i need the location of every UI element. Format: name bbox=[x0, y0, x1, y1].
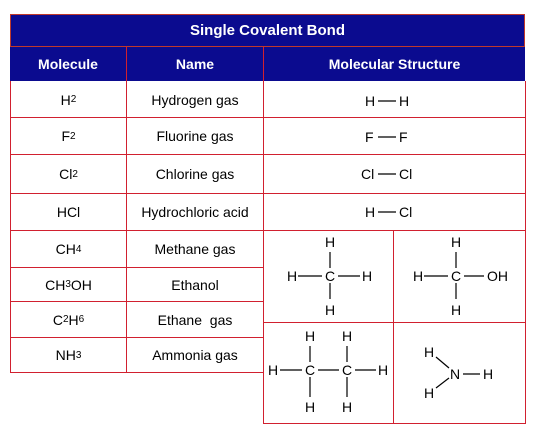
ethane-h-right: H bbox=[378, 362, 389, 378]
ammonia-h-lower: H bbox=[424, 385, 435, 401]
name-ammonia-text: Ammonia gas bbox=[152, 347, 238, 363]
ethane-h-bottom2: H bbox=[342, 399, 353, 415]
ethane-h-left: H bbox=[268, 362, 279, 378]
name-hydrogen-text: Hydrogen gas bbox=[151, 91, 239, 108]
formula-ch4-main: CH bbox=[55, 241, 76, 257]
ammonia-n: N bbox=[450, 366, 461, 382]
header-name-text: Name bbox=[175, 56, 215, 72]
name-ethanol-text: Ethanol bbox=[171, 276, 219, 293]
atom-cl-left: Cl bbox=[361, 166, 375, 182]
formula-ch3oh-main: CH bbox=[45, 276, 66, 293]
atom-h-right: H bbox=[399, 93, 410, 109]
ethane-c2: C bbox=[342, 362, 353, 378]
ethanol-h-left: H bbox=[413, 268, 424, 284]
name-chlorine-text: Chlorine gas bbox=[155, 166, 235, 182]
formula-ch4-sub: 4 bbox=[75, 243, 82, 255]
methane-h-right: H bbox=[362, 268, 373, 284]
name-methane-text: Methane gas bbox=[154, 241, 236, 257]
atom-h-left: H bbox=[365, 93, 376, 109]
methane-h-top: H bbox=[325, 234, 336, 250]
name-fluorine-text: Fluorine gas bbox=[156, 128, 234, 144]
ethane-h-bottom1: H bbox=[305, 399, 316, 415]
methane-c: C bbox=[325, 268, 336, 284]
ammonia-bond-upper bbox=[436, 357, 449, 368]
table-title-text: Single Covalent Bond bbox=[189, 22, 345, 39]
header-structure-text: Molecular Structure bbox=[328, 56, 461, 72]
name-ethane-text: Ethane gas bbox=[157, 311, 233, 328]
formula-c2h6-sub: 2 bbox=[62, 314, 69, 325]
formula-c2h6-main: C bbox=[52, 311, 63, 328]
ethane-h-top2: H bbox=[342, 328, 353, 344]
atom-hcl-cl: Cl bbox=[399, 204, 413, 220]
ethanol-h-bottom: H bbox=[451, 302, 462, 318]
formula-ch3oh-tail: OH bbox=[70, 276, 92, 293]
formula-cl2-sub: 2 bbox=[72, 168, 78, 180]
formula-ch3oh-sub: 3 bbox=[65, 279, 71, 290]
methane-h-left: H bbox=[287, 268, 298, 284]
formula-f2-main: F bbox=[61, 128, 70, 144]
name-hydrochloric-text: Hydrochloric acid bbox=[141, 204, 249, 220]
formula-nh3-sub: 3 bbox=[75, 349, 82, 361]
formula-h2-main: H bbox=[60, 91, 71, 108]
ethanol-c: C bbox=[451, 268, 462, 284]
ammonia-h-right: H bbox=[483, 366, 494, 382]
formula-cl2-main: Cl bbox=[59, 166, 73, 182]
atom-cl-right: Cl bbox=[399, 166, 413, 182]
atom-hcl-h: H bbox=[365, 204, 376, 220]
header-molecule-text: Molecule bbox=[38, 56, 98, 72]
ammonia-h-upper: H bbox=[424, 344, 435, 360]
formula-c2h6-sub2: 6 bbox=[78, 314, 85, 325]
formula-hcl-main: HCl bbox=[56, 204, 81, 220]
ethanol-oh: OH bbox=[487, 268, 508, 284]
formula-f2-sub: 2 bbox=[70, 130, 76, 142]
ethane-h-top1: H bbox=[305, 328, 316, 344]
formula-c2h6-tail: H bbox=[68, 311, 79, 328]
formula-h2-sub: 2 bbox=[70, 94, 77, 105]
methane-h-bottom: H bbox=[325, 302, 336, 318]
atom-f-left: F bbox=[365, 129, 374, 145]
ammonia-bond-lower bbox=[436, 378, 449, 388]
ethanol-h-top: H bbox=[451, 234, 462, 250]
formula-nh3-main: NH bbox=[55, 347, 76, 363]
atom-f-right: F bbox=[399, 129, 408, 145]
ethane-c1: C bbox=[305, 362, 316, 378]
